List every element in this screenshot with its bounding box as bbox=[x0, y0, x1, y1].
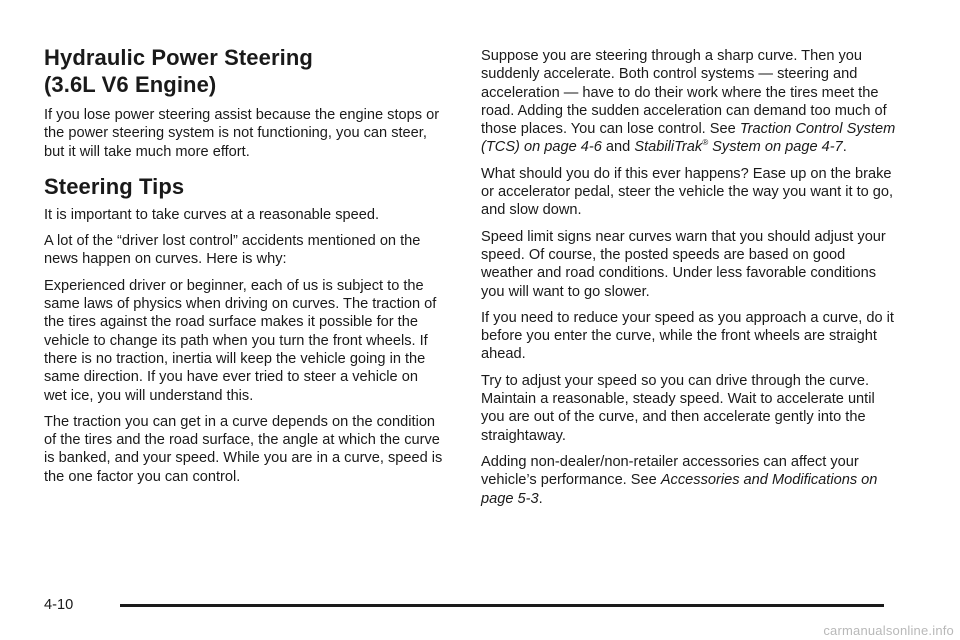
hydraulic-power-steering-heading bbox=[44, 44, 444, 98]
what-to-do-paragraph: What should you do if this ever happens? Ease up on the brake or accelerator pedal, steer the vehicle the way you want it to go, and slow down. bbox=[481, 165, 894, 219]
power-steering-paragraph: If you lose power steering assist because the engine stops or the power steering system is not functioning, you can steer, but it will take much more effort. bbox=[44, 107, 440, 160]
heading-line-2: (3.6L V6 Engine) bbox=[44, 72, 217, 97]
physics-paragraph: Experienced driver or beginner, each of us is subject to the same laws of physics when driving on curves. The traction of the tires against the road surface makes it possible for the vehicle to change its path when you turn the front wheels. If there is no traction, inertia will keep the vehicle going in the same direction. If you have ever tried to steer a vehicle on wet ice, you will understand this. bbox=[44, 277, 437, 404]
tcs-page-reference[interactable]: Traction Control System (TCS) on page 4-6 bbox=[481, 121, 896, 156]
heading-line-1: Hydraulic Power Steering bbox=[44, 45, 313, 70]
adjust-speed-paragraph: Try to adjust your speed so you can drive through the curve. Maintain a reasonable, steady speed. Wait to accelerate until you are out of the curve, and then accelerate gently into the straightaway. bbox=[481, 372, 875, 444]
period-text: . bbox=[538, 490, 543, 507]
reduce-speed-paragraph: If you need to reduce your speed as you approach a curve, do it before you enter the curve, while the front wheels are straight ahead. bbox=[481, 309, 894, 363]
stabilitrak-text: StabiliTrak bbox=[634, 139, 703, 156]
traction-paragraph: The traction you can get in a curve depends on the condition of the tires and the road surface, the angle at which the curve is banked, and your speed. While you are in a curve, speed is the one factor you can control. bbox=[44, 413, 443, 485]
period-text: . bbox=[842, 139, 847, 156]
left-column bbox=[44, 44, 444, 494]
stabilitrak-page-reference[interactable] bbox=[634, 139, 842, 155]
right-column bbox=[481, 47, 901, 516]
sharp-curve-text: Suppose you are steering through a sharp curve. Then you suddenly accelerate. Both control systems — steering and acceleration — have to do their work where the tires meet the road. Adding the sudden acceleration can demand too much of those places. You can lose control. See bbox=[481, 48, 887, 138]
speed-limit-paragraph: Speed limit signs near curves warn that you should adjust your speed. Of course, the posted speeds are based on good weather and road conditions. Under less favorable conditions you will want to go slower. bbox=[481, 228, 886, 300]
footer-rule bbox=[120, 604, 884, 607]
and-text: and bbox=[601, 139, 635, 156]
accessories-paragraph bbox=[481, 453, 901, 508]
stabilitrak-page-text: System on page 4-7 bbox=[708, 139, 843, 156]
watermark: carmanualsonline.info bbox=[823, 623, 954, 638]
page-number: 4-10 bbox=[44, 597, 74, 613]
registered-mark: ® bbox=[702, 138, 709, 148]
accessories-text: Adding non-dealer/non-retailer accessories can affect your vehicle’s performance. See bbox=[481, 453, 859, 489]
accessories-page-reference[interactable]: Accessories and Modifications on page 5-3 bbox=[481, 472, 878, 507]
sharp-curve-paragraph bbox=[481, 47, 901, 157]
curves-speed-paragraph: It is important to take curves at a reasonable speed. bbox=[44, 206, 380, 223]
steering-tips-heading: Steering Tips bbox=[44, 173, 185, 199]
accidents-paragraph: A lot of the “driver lost control” accidents mentioned on the news happen on curves. Here is why: bbox=[44, 233, 421, 268]
